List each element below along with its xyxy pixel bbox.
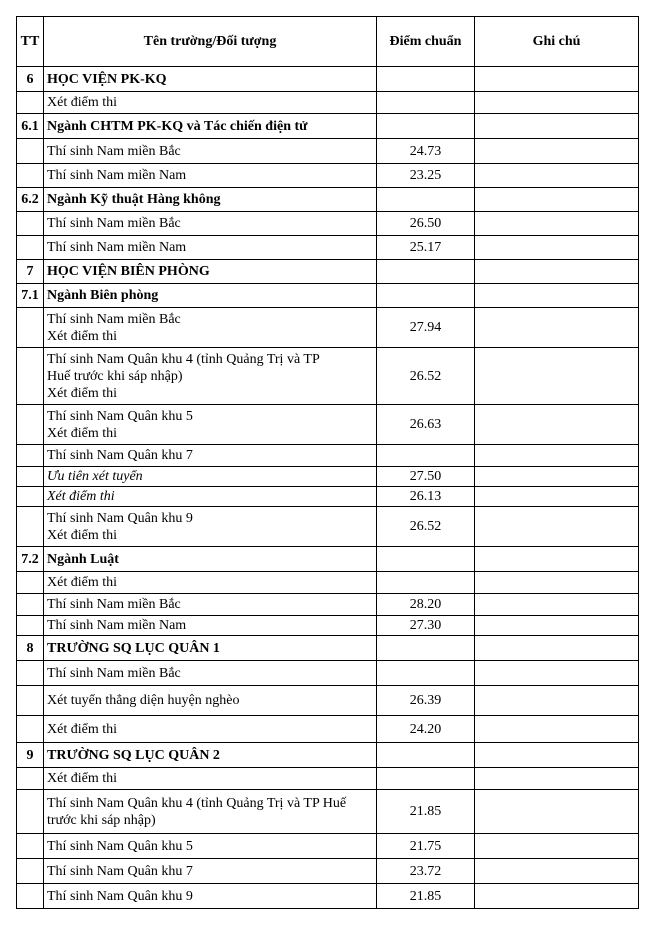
- row-note: [475, 686, 639, 716]
- row-note: [475, 661, 639, 686]
- row-note: [475, 284, 639, 308]
- row-score: [377, 547, 475, 572]
- header-name: Tên trường/Đối tượng: [44, 17, 377, 67]
- row-note: [475, 260, 639, 284]
- table-row: [17, 594, 639, 616]
- row-score: 26.13: [377, 487, 475, 507]
- row-name-line: Thí sinh Nam Quân khu 9: [47, 510, 193, 526]
- row-score: 26.63: [377, 405, 475, 445]
- row-note: [475, 572, 639, 594]
- row-tt: 7.2: [17, 547, 44, 572]
- row-tt: [17, 616, 44, 636]
- header-tt: TT: [17, 17, 44, 67]
- row-name-line: Ngành Biên phòng: [47, 288, 159, 303]
- row-score: 23.25: [377, 164, 475, 188]
- row-tt: 7.1: [17, 284, 44, 308]
- row-tt: [17, 445, 44, 467]
- table-row: [17, 445, 639, 467]
- row-name-line: Thí sinh Nam miền Bắc: [47, 665, 181, 681]
- row-note: [475, 236, 639, 260]
- table-row: [17, 188, 639, 212]
- table-row: [17, 92, 639, 114]
- row-name-line: Thí sinh Nam miền Nam: [47, 240, 187, 255]
- table-header-row: [17, 17, 639, 67]
- row-score: 26.39: [377, 686, 475, 716]
- row-note: [475, 834, 639, 859]
- table-row: [17, 114, 639, 139]
- row-name: [44, 547, 377, 572]
- row-name-line: Xét điểm thi: [47, 575, 117, 590]
- row-name-line: Ngành Luật: [47, 551, 119, 567]
- row-name-line: Xét điểm thi: [47, 95, 117, 110]
- row-note: [475, 92, 639, 114]
- row-tt: [17, 507, 44, 547]
- row-note: [475, 884, 639, 909]
- row-note: [475, 616, 639, 636]
- row-name-line: Xét điểm thi: [47, 385, 117, 401]
- row-name: [44, 859, 377, 884]
- row-name-line: Xét điểm thi: [47, 425, 117, 441]
- row-score: [377, 768, 475, 790]
- table-row: [17, 834, 639, 859]
- row-note: [475, 507, 639, 547]
- row-name-line: TRƯỜNG SQ LỤC QUÂN 2: [47, 747, 220, 763]
- row-name: [44, 405, 377, 445]
- row-score: [377, 445, 475, 467]
- row-note: [475, 308, 639, 348]
- row-score: 26.52: [377, 507, 475, 547]
- row-tt: 6: [17, 67, 44, 92]
- row-name: [44, 743, 377, 768]
- row-tt: [17, 594, 44, 616]
- row-tt: [17, 139, 44, 164]
- row-name-line: Thí sinh Nam miền Bắc: [47, 311, 181, 327]
- row-name: [44, 507, 377, 547]
- row-note: [475, 790, 639, 834]
- row-name-line: HỌC VIỆN BIÊN PHÒNG: [47, 264, 210, 279]
- row-note: [475, 348, 639, 405]
- row-tt: 8: [17, 636, 44, 661]
- row-score: 26.52: [377, 348, 475, 405]
- row-score: [377, 92, 475, 114]
- row-name-line: Thí sinh Nam miền Bắc: [47, 597, 181, 612]
- row-name: [44, 616, 377, 636]
- row-name-line: Thí sinh Nam Quân khu 4 (tỉnh Quảng Trị và TP Huế: [47, 795, 347, 811]
- row-name: [44, 594, 377, 616]
- row-name-line: Thí sinh Nam Quân khu 7: [47, 863, 193, 879]
- row-name-line: trước khi sáp nhập): [47, 812, 156, 828]
- row-name: [44, 284, 377, 308]
- row-name-line: Ngành Kỹ thuật Hàng không: [47, 192, 221, 207]
- row-note: [475, 212, 639, 236]
- row-name-line: Thí sinh Nam Quân khu 4 (tỉnh Quảng Trị và TP: [47, 351, 320, 367]
- row-score: 27.30: [377, 616, 475, 636]
- row-name-line: Xét điểm thi: [47, 328, 117, 344]
- row-name-line: Thí sinh Nam miền Nam: [47, 168, 187, 183]
- row-score: [377, 284, 475, 308]
- row-name: [44, 790, 377, 834]
- row-tt: 6.1: [17, 114, 44, 139]
- row-tt: [17, 487, 44, 507]
- row-name-line: Thí sinh Nam miền Bắc: [47, 216, 181, 231]
- row-note: [475, 164, 639, 188]
- table-row: [17, 236, 639, 260]
- row-name: [44, 572, 377, 594]
- row-score: [377, 260, 475, 284]
- row-name-line: Ưu tiên xét tuyển: [47, 469, 143, 484]
- table-row: [17, 348, 639, 405]
- header-score: Điểm chuẩn: [377, 17, 475, 67]
- row-name-line: Thí sinh Nam Quân khu 9: [47, 888, 193, 904]
- table-row: [17, 547, 639, 572]
- row-score: [377, 636, 475, 661]
- row-score: 21.85: [377, 790, 475, 834]
- table-row: [17, 139, 639, 164]
- row-score: 28.20: [377, 594, 475, 616]
- row-note: [475, 859, 639, 884]
- row-name: [44, 67, 377, 92]
- row-score: [377, 661, 475, 686]
- row-name: [44, 164, 377, 188]
- table-row: [17, 768, 639, 790]
- row-tt: 9: [17, 743, 44, 768]
- row-tt: [17, 212, 44, 236]
- row-score: 21.85: [377, 884, 475, 909]
- row-name: [44, 212, 377, 236]
- row-note: [475, 405, 639, 445]
- table-row: [17, 260, 639, 284]
- table-row: [17, 572, 639, 594]
- row-tt: [17, 790, 44, 834]
- row-tt: [17, 467, 44, 487]
- row-note: [475, 467, 639, 487]
- table-row: [17, 212, 639, 236]
- table-row: [17, 884, 639, 909]
- table-row: [17, 716, 639, 743]
- row-name-line: Ngành CHTM PK-KQ và Tác chiến điện tử: [47, 118, 308, 134]
- header-note: Ghi chú: [475, 17, 639, 67]
- row-name-line: TRƯỜNG SQ LỤC QUÂN 1: [47, 640, 220, 656]
- table-row: [17, 467, 639, 487]
- row-name: [44, 636, 377, 661]
- row-score: 24.20: [377, 716, 475, 743]
- row-tt: [17, 405, 44, 445]
- row-name: [44, 308, 377, 348]
- row-tt: [17, 164, 44, 188]
- table-row: [17, 790, 639, 834]
- row-name: [44, 884, 377, 909]
- row-name-line: HỌC VIỆN PK-KQ: [47, 71, 167, 87]
- row-score: 26.50: [377, 212, 475, 236]
- row-name-line: Xét điểm thi: [47, 771, 117, 786]
- table-row: [17, 616, 639, 636]
- row-score: [377, 67, 475, 92]
- table-row: [17, 487, 639, 507]
- row-tt: [17, 236, 44, 260]
- row-name: [44, 834, 377, 859]
- row-note: [475, 114, 639, 139]
- table-row: [17, 686, 639, 716]
- row-tt: [17, 859, 44, 884]
- row-score: 24.73: [377, 139, 475, 164]
- row-name-line: Xét tuyển thẳng diện huyện nghèo: [47, 693, 240, 708]
- row-name-line: Thí sinh Nam miền Bắc: [47, 143, 181, 159]
- row-name-line: Huế trước khi sáp nhập): [47, 368, 183, 384]
- admission-scores-table: [16, 16, 639, 909]
- row-note: [475, 716, 639, 743]
- row-name-line: Xét điểm thi: [47, 527, 117, 543]
- row-tt: [17, 834, 44, 859]
- row-score: 23.72: [377, 859, 475, 884]
- row-score: 27.50: [377, 467, 475, 487]
- table-row: [17, 743, 639, 768]
- row-note: [475, 67, 639, 92]
- row-name: [44, 716, 377, 743]
- row-name: [44, 188, 377, 212]
- row-note: [475, 547, 639, 572]
- row-note: [475, 594, 639, 616]
- row-score: [377, 114, 475, 139]
- row-name: [44, 686, 377, 716]
- row-score: 25.17: [377, 236, 475, 260]
- table-row: [17, 661, 639, 686]
- row-note: [475, 139, 639, 164]
- table-row: [17, 308, 639, 348]
- row-name: [44, 114, 377, 139]
- row-score: [377, 743, 475, 768]
- row-note: [475, 487, 639, 507]
- row-note: [475, 445, 639, 467]
- row-name: [44, 487, 377, 507]
- table-row: [17, 507, 639, 547]
- row-name: [44, 92, 377, 114]
- row-name-line: Thí sinh Nam Quân khu 5: [47, 838, 193, 854]
- row-tt: [17, 572, 44, 594]
- row-tt: [17, 661, 44, 686]
- row-name: [44, 768, 377, 790]
- row-tt: [17, 884, 44, 909]
- row-name-line: Xét điểm thi: [47, 489, 115, 504]
- table-row: [17, 164, 639, 188]
- row-name-line: Thí sinh Nam Quân khu 7: [47, 448, 193, 463]
- row-note: [475, 743, 639, 768]
- row-tt: [17, 768, 44, 790]
- row-note: [475, 188, 639, 212]
- row-name-line: Thí sinh Nam Quân khu 5: [47, 408, 193, 424]
- row-name-line: Xét điểm thi: [47, 721, 117, 737]
- table-row: [17, 67, 639, 92]
- row-score: 21.75: [377, 834, 475, 859]
- row-tt: [17, 348, 44, 405]
- row-name: [44, 467, 377, 487]
- row-name: [44, 236, 377, 260]
- row-tt: [17, 716, 44, 743]
- row-score: 27.94: [377, 308, 475, 348]
- row-tt: 7: [17, 260, 44, 284]
- row-name-line: Thí sinh Nam miền Nam: [47, 618, 187, 633]
- row-tt: [17, 92, 44, 114]
- row-name: [44, 260, 377, 284]
- table-row: [17, 405, 639, 445]
- row-name: [44, 661, 377, 686]
- row-tt: 6.2: [17, 188, 44, 212]
- row-score: [377, 572, 475, 594]
- row-note: [475, 636, 639, 661]
- row-tt: [17, 308, 44, 348]
- table-row: [17, 284, 639, 308]
- row-name: [44, 348, 377, 405]
- row-score: [377, 188, 475, 212]
- row-tt: [17, 686, 44, 716]
- table-row: [17, 636, 639, 661]
- row-name: [44, 445, 377, 467]
- table-row: [17, 859, 639, 884]
- row-name: [44, 139, 377, 164]
- row-note: [475, 768, 639, 790]
